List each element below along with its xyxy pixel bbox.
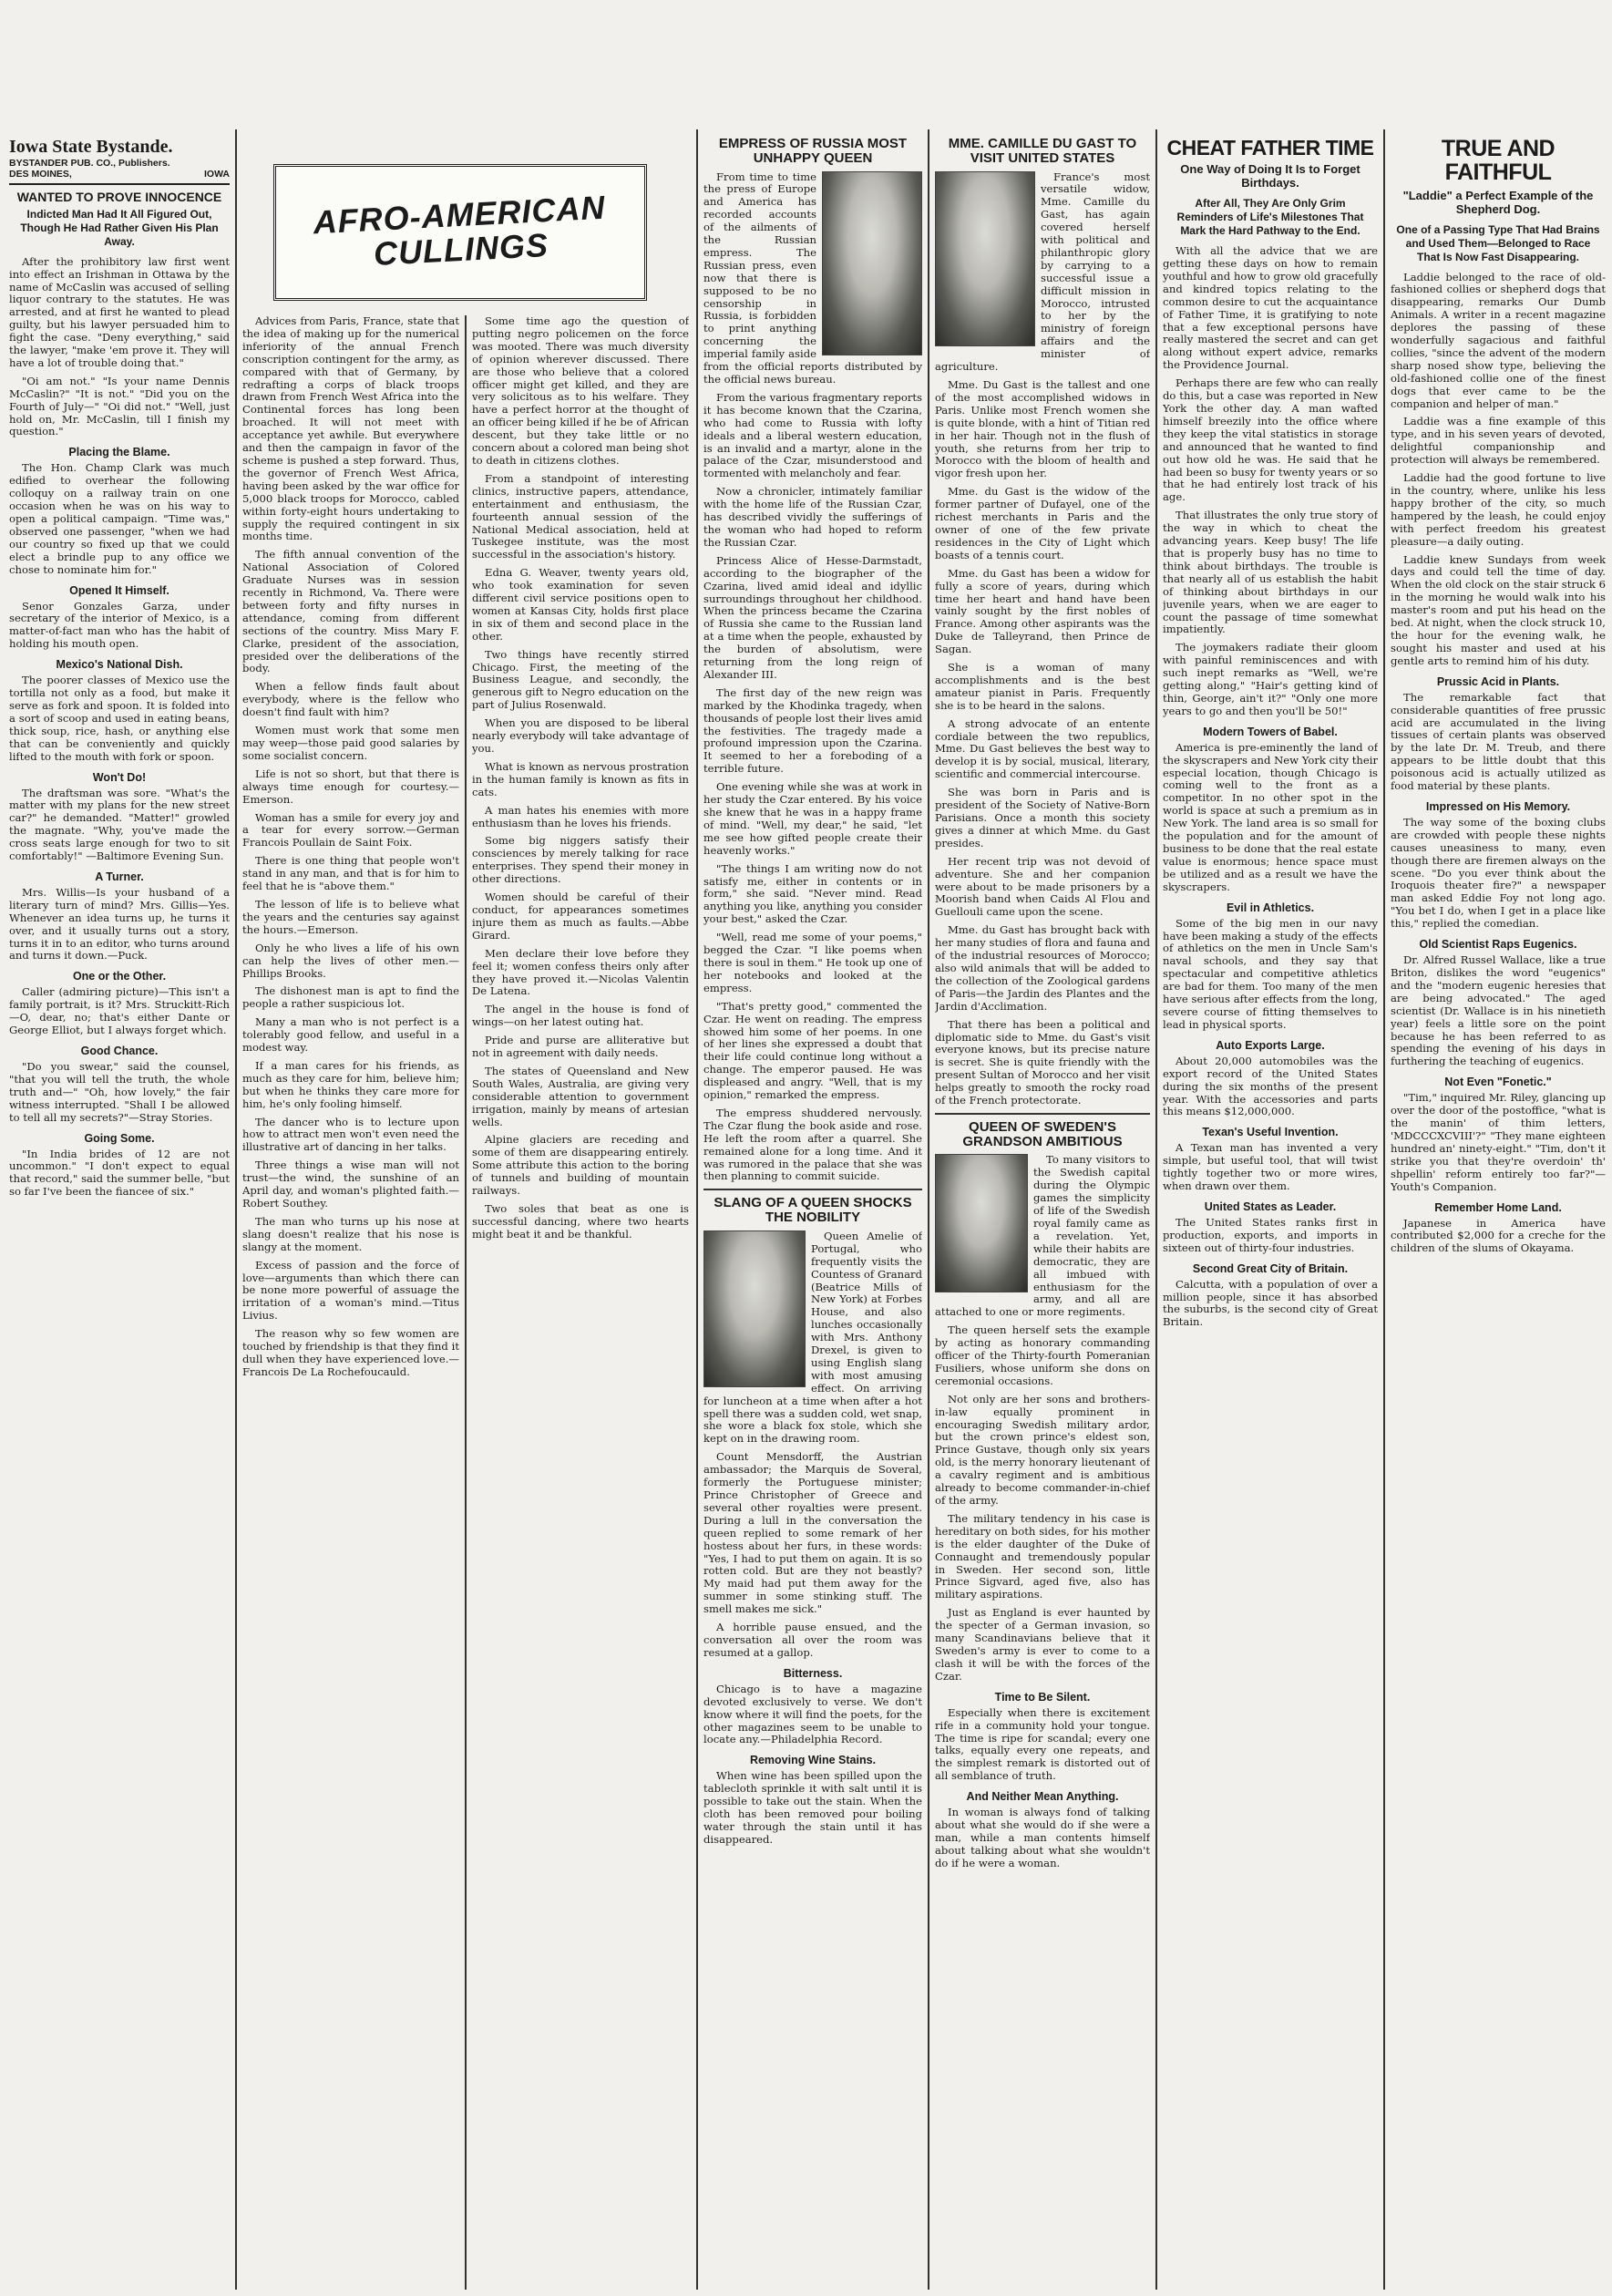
- article-text: The reason why so few women are touched by friendship is that they find it dull when they have experienced love.—Francois De La Rochefoucauld.: [242, 1327, 459, 1378]
- article-text: The states of Queensland and New South Wales, Australia, are giving very considerable attention to government irrigation, mainly by means of artesian wells.: [472, 1064, 689, 1128]
- deck-cheat-time-2: After All, They Are Only Grim Reminders of Life's Milestones That Mark the Hard Pathway to the End.: [1176, 197, 1364, 238]
- article-text: The military tendency in his case is hereditary on both sides, for his mother is the elder daughter of the Duke of Connaught and tremendously popular in Sweden. Her second son, little Prince Sigvard, aged five, also has military aspirations.: [935, 1511, 1150, 1601]
- masthead-title: Iowa State Bystande.: [9, 137, 173, 157]
- article-text: Senor Gonzales Garza, under secretary of the interior of Mexico, is a matter-of-fact man who has the habit of holding his mouth open.: [9, 599, 230, 651]
- article-text: Mme. Du Gast is the tallest and one of the most accomplished widows in Paris. Unlike most French women she is quite blonde, with a hint of Titian red in her hair. Though not in the flush of youth, she returns from her trip to Morocco with the bloom of health and vigor fresh upon her.: [935, 378, 1150, 480]
- article-text: Laddie knew Sundays from week days and could tell the time of day. When the old clock on the stair struck 6 in the morning he would walk into his master's room and put his head on the bed. At night, when the clock struck 10, the hour for the evening walk, he sought his master and used at his gentle arts to remind him of his duty.: [1391, 552, 1606, 667]
- article-text: The United States ranks first in production, exports, and imports in sixteen out of thirty-four industries.: [1163, 1215, 1378, 1254]
- article-text: A strong advocate of an entente cordiale between the two republics, Mme. Du Gast believes the best way to develop it is by social, musical, literary, scientific and commercial intercourse.: [935, 716, 1150, 781]
- article-text: Only he who lives a life of his own can help the lives of other men.—Phillips Brooks.: [242, 941, 459, 980]
- headline-du-gast: MME. CAMILLE DU GAST TO VISIT UNITED STATES: [948, 137, 1137, 166]
- masthead-publisher: BYSTANDER PUB. CO., Publishers.: [9, 158, 170, 169]
- article-text: Count Mensdorff, the Austrian ambassador; the Marquis de Soveral, formerly the Portuguese minister; Prince Christopher of Greece and several other royalties were present. During a lull in the conversation the queen replied to some remark of her hostess about her furs, in these words: "Yes, I had to put them on again. It is so rotten cold. But are they not beastly? My maid had put them away for the summer in some stinking stuff. The smell makes me sick.": [703, 1450, 922, 1616]
- subhead-leader: United States as Leader.: [1204, 1199, 1337, 1213]
- article-text: She was born in Paris and is president of the Society of Native-Born Parisians. Once a month this society gives a dinner at which Mme. du Gast presides.: [935, 786, 1150, 849]
- deck-prove-innocence: Indicted Man Had It All Figured Out, Though He Had Rather Given His Plan Away.: [20, 207, 219, 248]
- article-text: That there has been a political and diplomatic side to Mme. du Gast's visit everyone knows, but its precise nature is secret. She is quite friendly with the present Sultan of Morocco and her visit helps greatly to smooth the rocky road of the French protectorate.: [935, 1017, 1150, 1107]
- masthead-city: DES MOINES,: [9, 169, 72, 180]
- article-text: From the various fragmentary reports it has become known that the Czarina, who had come to Russia with lofty ideals and a liberal western education, is an invalid and a martyr, alone in the palace of the Czar, misunderstood and tormented with melancholy and fear.: [703, 390, 922, 480]
- article-text: Calcutta, with a population of over a million people, since it has absorbed the suburbs, is the second city of Great Britain.: [1163, 1277, 1378, 1329]
- article-text: One evening while she was at work in her study the Czar entered. By his voice she knew that he was in a happy frame of mind. "Well, my dear," he said, "let me see how gifted people create their heavenly works.": [703, 780, 922, 857]
- article-text: Japanese in America have contributed $2,000 for a creche for the children of the slums of Okayama.: [1391, 1216, 1606, 1255]
- article-text: Just as England is ever haunted by the specter of a German invasion, so many Scandinavians believe that it Sweden's army is ever to come to a clash it will be with the forces of the Czar.: [935, 1606, 1150, 1683]
- article-text: Mme. du Gast has brought back with her many studies of flora and fauna and of the industrial resources of Morocco; also wild animals that will be added to the collection of the Zoological gardens of Paris—the Jardin des Plantes and the Jardin d'Acclimation.: [935, 923, 1150, 1013]
- column-5: [935, 137, 1150, 2283]
- column-7: [1391, 137, 1606, 2283]
- deck-true-faithful-1: "Laddie" a Perfect Example of the Shepherd Dog.: [1402, 188, 1594, 216]
- headline-empress: EMPRESS OF RUSSIA MOST UNHAPPY QUEEN: [718, 137, 908, 166]
- article-text: Edna G. Weaver, twenty years old, who took examination for seven different civil service positions open to women at Kansas City, holds first place in six of them and second place in the other.: [472, 566, 689, 643]
- article-text: Mrs. Willis—Is your husband of a literary turn of mind? Mrs. Gillis—Yes. Whenever an idea turns up, he turns it over, and it usually turns out a story, turns it in to an editor, who turns around and turns it down.—Puck.: [9, 885, 230, 963]
- article-text: Dr. Alfred Russel Wallace, like a true Briton, dislikes the word "eugenics" and the "modern eugenic heresies that are being advocated." The aged scientist (Dr. Wallace is in his ninetieth year) feels a little sore on the point because he has been referred to as spending the evening of his days in furthering the teaching of eugenics.: [1391, 953, 1606, 1068]
- article-text: Laddie belonged to the race of old-fashioned collies or shepherd dogs that disappearing, remarks Our Dumb Animals. A writer in a recent magazine deplores the passing of these wonderfully sagacious and faithful collies, "since the advent of the modern sharp nosed show type, believing the old-fashioned collie one of the finest dogs that ever came to be the companion and helper of man.": [1391, 270, 1606, 410]
- article-text: "Oi am not." "Is your name Dennis McCaslin?" "It is not." "Did you on the Fourth of July—" "Oi did not." "Well, just hold on, Mr. McCaslin, till I finish my question.": [9, 374, 230, 438]
- article-text: Men declare their love before they feel it; women confess theirs only after they have proved it.—Nicolas Valentin De Latena.: [472, 946, 689, 998]
- article-text: "That's pretty good," commented the Czar. He went on reading. The empress showed him some of her poems. In one of her lines she expressed a doubt that their life could continue long without a change. The emperor paused. He was displeased and angry. "Well, that is my opinion," remarked the empress.: [703, 999, 922, 1102]
- article-text: When wine has been spilled upon the tablecloth sprinkle it with salt until it is possible to take out the stain. When the cloth has been removed pour boiling water through the stain until it has disappeared.: [703, 1769, 922, 1846]
- headline-cullings: AFRO-AMERICAN CULLINGS: [312, 188, 607, 273]
- queen-sweden-portrait: [935, 1154, 1028, 1292]
- article-text: That illustrates the only true story of the way in which to cheat the advancing years. Keep busy! The life that is properly busy has no time to think about birthdays. The trouble is that nearly all of us establish the habit of thinking about birthdays in our juvenile years, when we are eager to count the passage of time somewhat impatiently.: [1163, 509, 1378, 636]
- subhead-athletics: Evil in Athletics.: [1226, 901, 1315, 914]
- article-text: Especially when there is excitement rife in a community hold your tongue. The time is ripe for scandal; every one talks, equally every one repeats, and the simplest remark is distorted out of all semblance of truth.: [935, 1705, 1150, 1783]
- article-text: Life is not so short, but that there is always time enough for courtesy.—Emerson.: [242, 767, 459, 806]
- headline-slang-queen: SLANG OF A QUEEN SHOCKS THE NOBILITY: [714, 1195, 912, 1226]
- empress-portrait: [822, 171, 922, 355]
- column-rule: [928, 129, 929, 2290]
- column-rule: [465, 315, 467, 2290]
- subhead-prussic: Prussic Acid in Plants.: [1436, 674, 1560, 688]
- article-text: Women must work that some men may weep—those paid good salaries by some socialist concern.: [242, 724, 459, 762]
- column-rule: [235, 129, 237, 2290]
- article-text: The Hon. Champ Clark was much edified to overhear the following colloquy on a railway train on one occasion when he was on his way to open a political campaign. "Time was," observed one passenger, "when we had our country so fixed up that we could elect a brindle pup to any office we chose to nominate him for.": [9, 461, 230, 576]
- article-text: When a fellow finds fault about everybody, where is the fellow who doesn't find fault with him?: [242, 680, 459, 719]
- du-gast-portrait: [935, 171, 1035, 346]
- article-text: The joymakers radiate their gloom with painful reminiscences and with such inept remarks as "Well, we're getting along," "Hair's getting kind of thin, George, ain't it?" "Only one more years to go and then you'll be 50!": [1163, 641, 1378, 717]
- article-text: Many a man who is not perfect is a tolerably good fellow, and useful in a modest way.: [242, 1015, 459, 1055]
- article-text: The lesson of life is to believe what the years and the centuries say against the hours.—Emerson.: [242, 897, 459, 936]
- article-text: The first day of the new reign was marked by the Khodinka tragedy, when thousands of people lost their lives amid the festivities. The tragedy made a profound impression upon the Czarina. It seemed to her a foreboding of a terrible future.: [703, 685, 922, 776]
- column-3: [472, 315, 689, 2284]
- section-rule: [935, 1113, 1150, 1115]
- subhead-bitterness: Bitterness.: [783, 1666, 843, 1680]
- article-text: From time to time the press of Europe and America has recorded accounts of the ailments of the Russian empress. The Russian press, even now that there is supposed to be no censorship in Russia, is forbidden to print anything concerning the imperial family aside from the official reports distributed by the official news bureau.: [703, 170, 922, 386]
- article-text: The fifth annual convention of the National Association of Colored Graduate Nurses was in session recently in Richmond, Va. There were between forty and fifty nurses in attendance, coming from different sections of the country. Miss Mary F. Clarke, president of the association, presided over the deliberations of the body.: [242, 548, 459, 675]
- article-text: About 20,000 automobiles was the export record of the United States during the six months of the present year. With the accessories and parts this means $12,000,000.: [1163, 1054, 1378, 1118]
- article-text: To many visitors to the Swedish capital during the Olympic games the simplicity of life of the Swedish royal family came as a revelation. Yet, while their habits are democratic, they are all imbued with enthusiasm for the army, and all are attached to one or more regiments.: [935, 1153, 1150, 1319]
- subhead-fonetic: Not Even "Fonetic.": [1444, 1076, 1552, 1089]
- subhead-wont-do: Won't Do!: [92, 770, 147, 784]
- article-text: Advices from Paris, France, state that the idea of making up for the numerical inferiority of the annual French conscription contingent for the army, as compared with that of Germany, by redrafting a corps of black troops drawn from French West Africa into the Continental forces has long been broached. It will not meet with acceptance yet awhile. But everywhere and then the campaign in favor of the scheme is pushed a step forward. Thus, the governor of French West Africa, having been asked by the war office for 5,000 black troops for Morocco, cabled within forty-eight hours undertaking to supply the required contingent in six months time.: [242, 315, 459, 543]
- subhead-mexico-dish: Mexico's National Dish.: [56, 658, 183, 672]
- masthead: [9, 137, 230, 185]
- article-text: Her recent trip was not devoid of adventure. She and her companion were about to be made prisoners by a Moorish band when Caids Al Flou and Guellouli came upon the scene.: [935, 854, 1150, 919]
- article-text: Two soles that beat as one is successful dancing, where two hearts might beat it and be thankful.: [472, 1202, 689, 1241]
- article-text: Two things have recently stirred Chicago. First, the meeting of the Business League, and secondly, the generous gift to Negro education on the part of Julius Rosenwald.: [472, 647, 689, 712]
- article-text: Woman has a smile for every joy and a tear for every sorrow.—German Francois Poullain de Saint Foix.: [242, 810, 459, 849]
- article-text: Queen Amelie of Portugal, who frequently visits the Countess of Granard (Beatrice Mills of New York) at Forbes House, and also lunches occasionally with Mrs. Anthony Drexel, is given to using English slang with most amusing effect. On arriving for luncheon at a time when after a hot spell there was a sudden cold, wet snap, she wore a black fox stole, which she kept on in the drawing room.: [703, 1229, 922, 1446]
- article-text: Caller (admiring picture)—This isn't a family portrait, is it? Mrs. Struckitt-Rich—O, dear, no; that's either Dante or George Elliot, but I always forget which.: [9, 985, 230, 1037]
- article-text: Pride and purse are alliterative but not in agreement with daily needs.: [472, 1034, 689, 1060]
- column-6: [1163, 137, 1378, 2283]
- article-text: Women should be careful of their conduct, for appearances sometimes injure them as much as faults.—Abbe Girard.: [472, 891, 689, 942]
- article-text: France's most versatile widow, Mme. Camille du Gast, has again covered herself with political and philanthropic glory by carrying to a successful issue a difficult mission in Morocco, intrusted to her by the ministry of foreign affairs and the minister of agriculture.: [935, 170, 1150, 374]
- article-text: The dishonest man is apt to find the people a rather suspicious lot.: [242, 984, 459, 1011]
- article-text: Excess of passion and the force of love—arguments than which there can be none more powerful of assuage the irritation of a woman's mind.—Titus Livius.: [242, 1258, 459, 1323]
- masthead-state: IOWA: [204, 169, 230, 180]
- article-text: From a standpoint of interesting clinics, instructive papers, attendance, entertainment and enthusiasm, the fourteenth annual session of the National Medical association, held at Tuskegee institute, was the most successful in the association's history.: [472, 471, 689, 561]
- article-text: In woman is always fond of talking about what she would do if she were a man, while a man contents himself about talking about what she wouldn't do if he were a woman.: [935, 1806, 1150, 1869]
- article-text: A horrible pause ensued, and the conversation all over the room was resumed at a gallop.: [703, 1621, 922, 1659]
- cullings-banner: [273, 164, 647, 301]
- article-text: The poorer classes of Mexico use the tortilla not only as a food, but make it serve as fork and spoon. It is folded into a sort of scoop and used in eating beans, thick soup, rice, hash, or anything else that can be conveniently and quickly lifted to the mouth with fork or spoon.: [9, 674, 230, 763]
- subhead-memory: Impressed on His Memory.: [1425, 799, 1571, 813]
- article-text: There is one thing that people won't stand in any man, and that is for him to feel that he is "above them.": [242, 854, 459, 893]
- article-text: The man who turns up his nose at slang doesn't realize that his nose is slangy at the moment.: [242, 1214, 459, 1253]
- article-text: Perhaps there are few who can really do this, but a case was reported in New York the other day. A man wafted himself breezily into the office where they keep the vital statistics in storage and announced that he wanted to find out how old he was. He said that he had been so busy for twenty years or so that he had entirely lost track of his age.: [1163, 376, 1378, 504]
- subhead-going-some: Going Some.: [84, 1131, 155, 1145]
- article-text: The queen herself sets the example by acting as honorary commanding officer of the Thirty-fourth Pomeranian Fusiliers, whose uniform she dons on ceremonial occasions.: [935, 1323, 1150, 1387]
- column-4: [703, 137, 922, 2283]
- article-text: The angel in the house is fond of wings—on her latest outing hat.: [472, 1003, 689, 1029]
- article-text: She is a woman of many accomplishments and is the best amateur pianist in Paris. Frequently she is to be heard in the salons.: [935, 661, 1150, 712]
- article-text: "Tim," inquired Mr. Riley, glancing up over the door of the postoffice, "what is the manin' of thim letters, 'MDCCCXCVIII'?" "They mane eighteen hundred an' ninety-eight." "Tim, don't it strike you that they're overdoin' th' shpellin' reform entirely too far?"—Youth's Companion.: [1391, 1091, 1606, 1193]
- subhead-britain: Second Great City of Britain.: [1192, 1261, 1349, 1275]
- headline-cheat-time: CHEAT FATHER TIME: [1166, 137, 1374, 160]
- subhead-one-or-other: One or the Other.: [72, 970, 167, 983]
- article-text: The remarkable fact that considerable quantities of free prussic acid are accumulated in the living tissues of certain plants was observed by the late Dr. M. Treub, and there appears to be little doubt that this poisonous acid is actually utilized as food material by these plants.: [1391, 690, 1606, 793]
- article-text: America is pre-eminently the land of the skyscrapers and New York city their especial location, though Chicago is coming well to the front as a competitor. In no other spot in the world is space at such a premium as in New York. The land area is so small for the population and for the amount of business to be done that the real estate value is enormous; hence space must be utilized and as a result we have the skyscrapers.: [1163, 740, 1378, 893]
- subhead-texan: Texan's Useful Invention.: [1202, 1126, 1339, 1139]
- article-text: Not only are her sons and brothers-in-law equally prominent in encouraging Swedish military ardor, but the crown prince's eldest son, Prince Gustave, though only six years old, is the merry honorary lieutenant of a cavalry regiment and is ambitious already to become commander-in-chief of the army.: [935, 1392, 1150, 1507]
- column-1: [9, 137, 230, 2283]
- article-text: Mme. du Gast has been a widow for fully a score of years, during which time her heart and hand have been vainly sought by the first nobles of France. Among other aspirants was the Duke de Talleyrand, then Prince de Sagan.: [935, 566, 1150, 656]
- article-text: Some of the big men in our navy have been making a study of the effects of athletics on the men in Uncle Sam's naval schools, and they say that spectacular and competitive athletics are bad for them. Too many of the men have serious after effects from the long, severe course of fitting themselves to lead in physical sports.: [1163, 916, 1378, 1031]
- article-text: Three things a wise man will not trust—the wind, the sunshine of an April day, and woman's plighted faith.—Robert Southey.: [242, 1158, 459, 1210]
- column-rule: [1155, 129, 1157, 2290]
- column-rule: [1383, 129, 1385, 2290]
- article-text: The empress shuddered nervously. The Czar flung the book aside and rose. He left the room after a quarrel. She remained alone for a long time. And it was rumored in the palace that she was then planning to commit suicide.: [703, 1106, 922, 1183]
- subhead-placing-blame: Placing the Blame.: [68, 446, 170, 459]
- article-text: Now a chronicler, intimately familiar with the home life of the Russian Czar, has described vividly the sufferings of the woman who had hoped to reform the Russian Czar.: [703, 485, 922, 549]
- article-text: What is known as nervous prostration in the human family is known as fits in cats.: [472, 759, 689, 798]
- subhead-a-turner: A Turner.: [95, 870, 144, 883]
- queen-amelie-portrait: [703, 1230, 806, 1387]
- article-text: Some time ago the question of putting negro policemen on the force was mooted. There was much diversity of opinion wherever discussed. There are those who believe that a colored officer might get killed, and they are very solicitous as to his welfare. They have a perfect horror at the thought of an officer being killed if he be of African descent, but they take little or no concern about a colored man being shot to death in citizens clothes.: [472, 315, 689, 467]
- article-text: The draftsman was sore. "What's the matter with my plans for the new street car?" he demanded. "Matter!" growled the magnate. "Why, you've made the cross seats large enough for two to sit comfortably!" —Baltimore Evening Sun.: [9, 786, 230, 863]
- article-text: "Do you swear," said the counsel, "that you will tell the truth, the whole truth and—" "Oh, how lovely," the fair witness interrupted. "Shall I be allowed to tell all my secrets?"—Stray Stories.: [9, 1060, 230, 1124]
- article-text: Laddie had the good fortune to live in the country, where, unlike his less happy brother of the city, so much hampered by the leash, he could enjoy with perfect freedom his greatest pleasure—a daily outing.: [1391, 471, 1606, 548]
- article-text: With all the advice that we are getting these days on how to remain youthful and how to grow old gracefully and kindred topics relating to the common desire to cut the acquaintance of Father Time, it is gratifying to note that a few exceptional persons have really mastered the secret and can get along without expert advice, remarks the Providence Journal.: [1163, 244, 1378, 372]
- subhead-neither-mean: And Neither Mean Anything.: [966, 1790, 1119, 1804]
- article-text: A Texan man has invented a very simple, but useful tool, that will twist tightly together two or more wires, when drawn over them.: [1163, 1141, 1378, 1193]
- subhead-eugenics: Old Scientist Raps Eugenics.: [1419, 938, 1577, 952]
- article-text: Alpine glaciers are receding and some of them are disappearing entirely. Some attribute this action to the boring of tunnels and building of mountain railways.: [472, 1133, 689, 1198]
- deck-true-faithful-2: One of a Passing Type That Had Brains and Used Them—Belonged to Race That Is Now Fast Disappearing.: [1396, 222, 1600, 263]
- headline-queen-sweden: QUEEN OF SWEDEN'S GRANDSON AMBITIOUS: [962, 1118, 1123, 1149]
- article-text: If a man cares for his friends, as much as they care for him, believe him; but when he thinks they care more for him, he's only fooling himself.: [242, 1058, 459, 1110]
- subhead-auto: Auto Exports Large.: [1216, 1038, 1325, 1052]
- subhead-good-chance: Good Chance.: [80, 1045, 159, 1057]
- column-rule: [696, 129, 698, 2290]
- article-text: Some big niggers satisfy their consciences by merely talking for race enterprises. They spend their money in other directions.: [472, 834, 689, 886]
- subhead-time-silent: Time to Be Silent.: [994, 1690, 1091, 1704]
- article-text: A man hates his enemies with more enthusiasm than he loves his friends.: [472, 803, 689, 829]
- article-text: "In India brides of 12 are not uncommon." "I don't expect to equal that record," said the summer belle, "but so far I've been the fiancee of six.": [9, 1147, 230, 1199]
- deck-cheat-time-1: One Way of Doing It Is to Forget Birthdays.: [1180, 162, 1360, 190]
- subhead-towers: Modern Towers of Babel.: [1203, 725, 1338, 738]
- article-text: Chicago is to have a magazine devoted exclusively to verse. We don't know where it will find the poets, for the other magazines seem to be unable to locate any.—Philadelphia Record.: [703, 1682, 922, 1746]
- article-text: "Well, read me some of your poems," begged the Czar. "I like poems when there is soul in them." He took up one of her notebooks and looked at the empress.: [703, 931, 922, 994]
- article-text: The way some of the boxing clubs are crowded with people these nights causes uneasiness to many, even though there are firemen always on the scene. "Do you ever think about the Iroquois theater fire?" a newspaper man asked Eddie Foy not long ago. "You bet I do, when I get in a place like this," replied the comedian.: [1391, 815, 1606, 931]
- subhead-opened-himself: Opened It Himself.: [69, 583, 169, 597]
- headline-prove-innocence: WANTED TO PROVE INNOCENCE: [16, 190, 222, 204]
- article-text: Laddie was a fine example of this type, and in his seven years of devoted, delightful companionship and protection will always be remembered.: [1391, 415, 1606, 467]
- headline-true-faithful: TRUE AND FAITHFUL: [1441, 137, 1556, 186]
- column-2: [242, 315, 459, 2284]
- subhead-home-land: Remember Home Land.: [1434, 1200, 1562, 1214]
- article-text: After the prohibitory law first went into effect an Irishman in Ottawa by the name of McCaslin was accused of selling liquor contrary to the statutes. He was arrested, and at first he wanted to plead guilty, but his lawyer persuaded him to fight the case. "Deny everything," said the lawyer, "make 'em prove it. They will have a lot of trouble doing that.": [9, 254, 230, 369]
- subhead-wine-stains: Removing Wine Stains.: [749, 1754, 877, 1767]
- article-text: The dancer who is to lecture upon how to attract men won't even need the illustrative art of dancing in her talks.: [242, 1115, 459, 1154]
- section-rule: [703, 1189, 922, 1190]
- article-text: "The things I am writing now do not satisfy me, either in contents or in form," she said. "Never mind. Read anything you like, anything you consider your best," asked the Czar.: [703, 861, 922, 926]
- article-text: Princess Alice of Hesse-Darmstadt, according to the biographer of the Czarina, lived amid ideal and idyllic surroundings throughout her childhood. When the princess became the Czarina of Russia she came to the Russian land at a time when the people, exhausted by the burden of absolutism, were returning from the long reign of Alexander III.: [703, 553, 922, 681]
- article-text: When you are disposed to be liberal nearly everybody will take advantage of you.: [472, 716, 689, 755]
- article-text: Mme. du Gast is the widow of the former partner of Dufayel, one of the richest merchants in Paris and the owner of one of the few private residences in the City of Light which boasts of a tennis court.: [935, 485, 1150, 561]
